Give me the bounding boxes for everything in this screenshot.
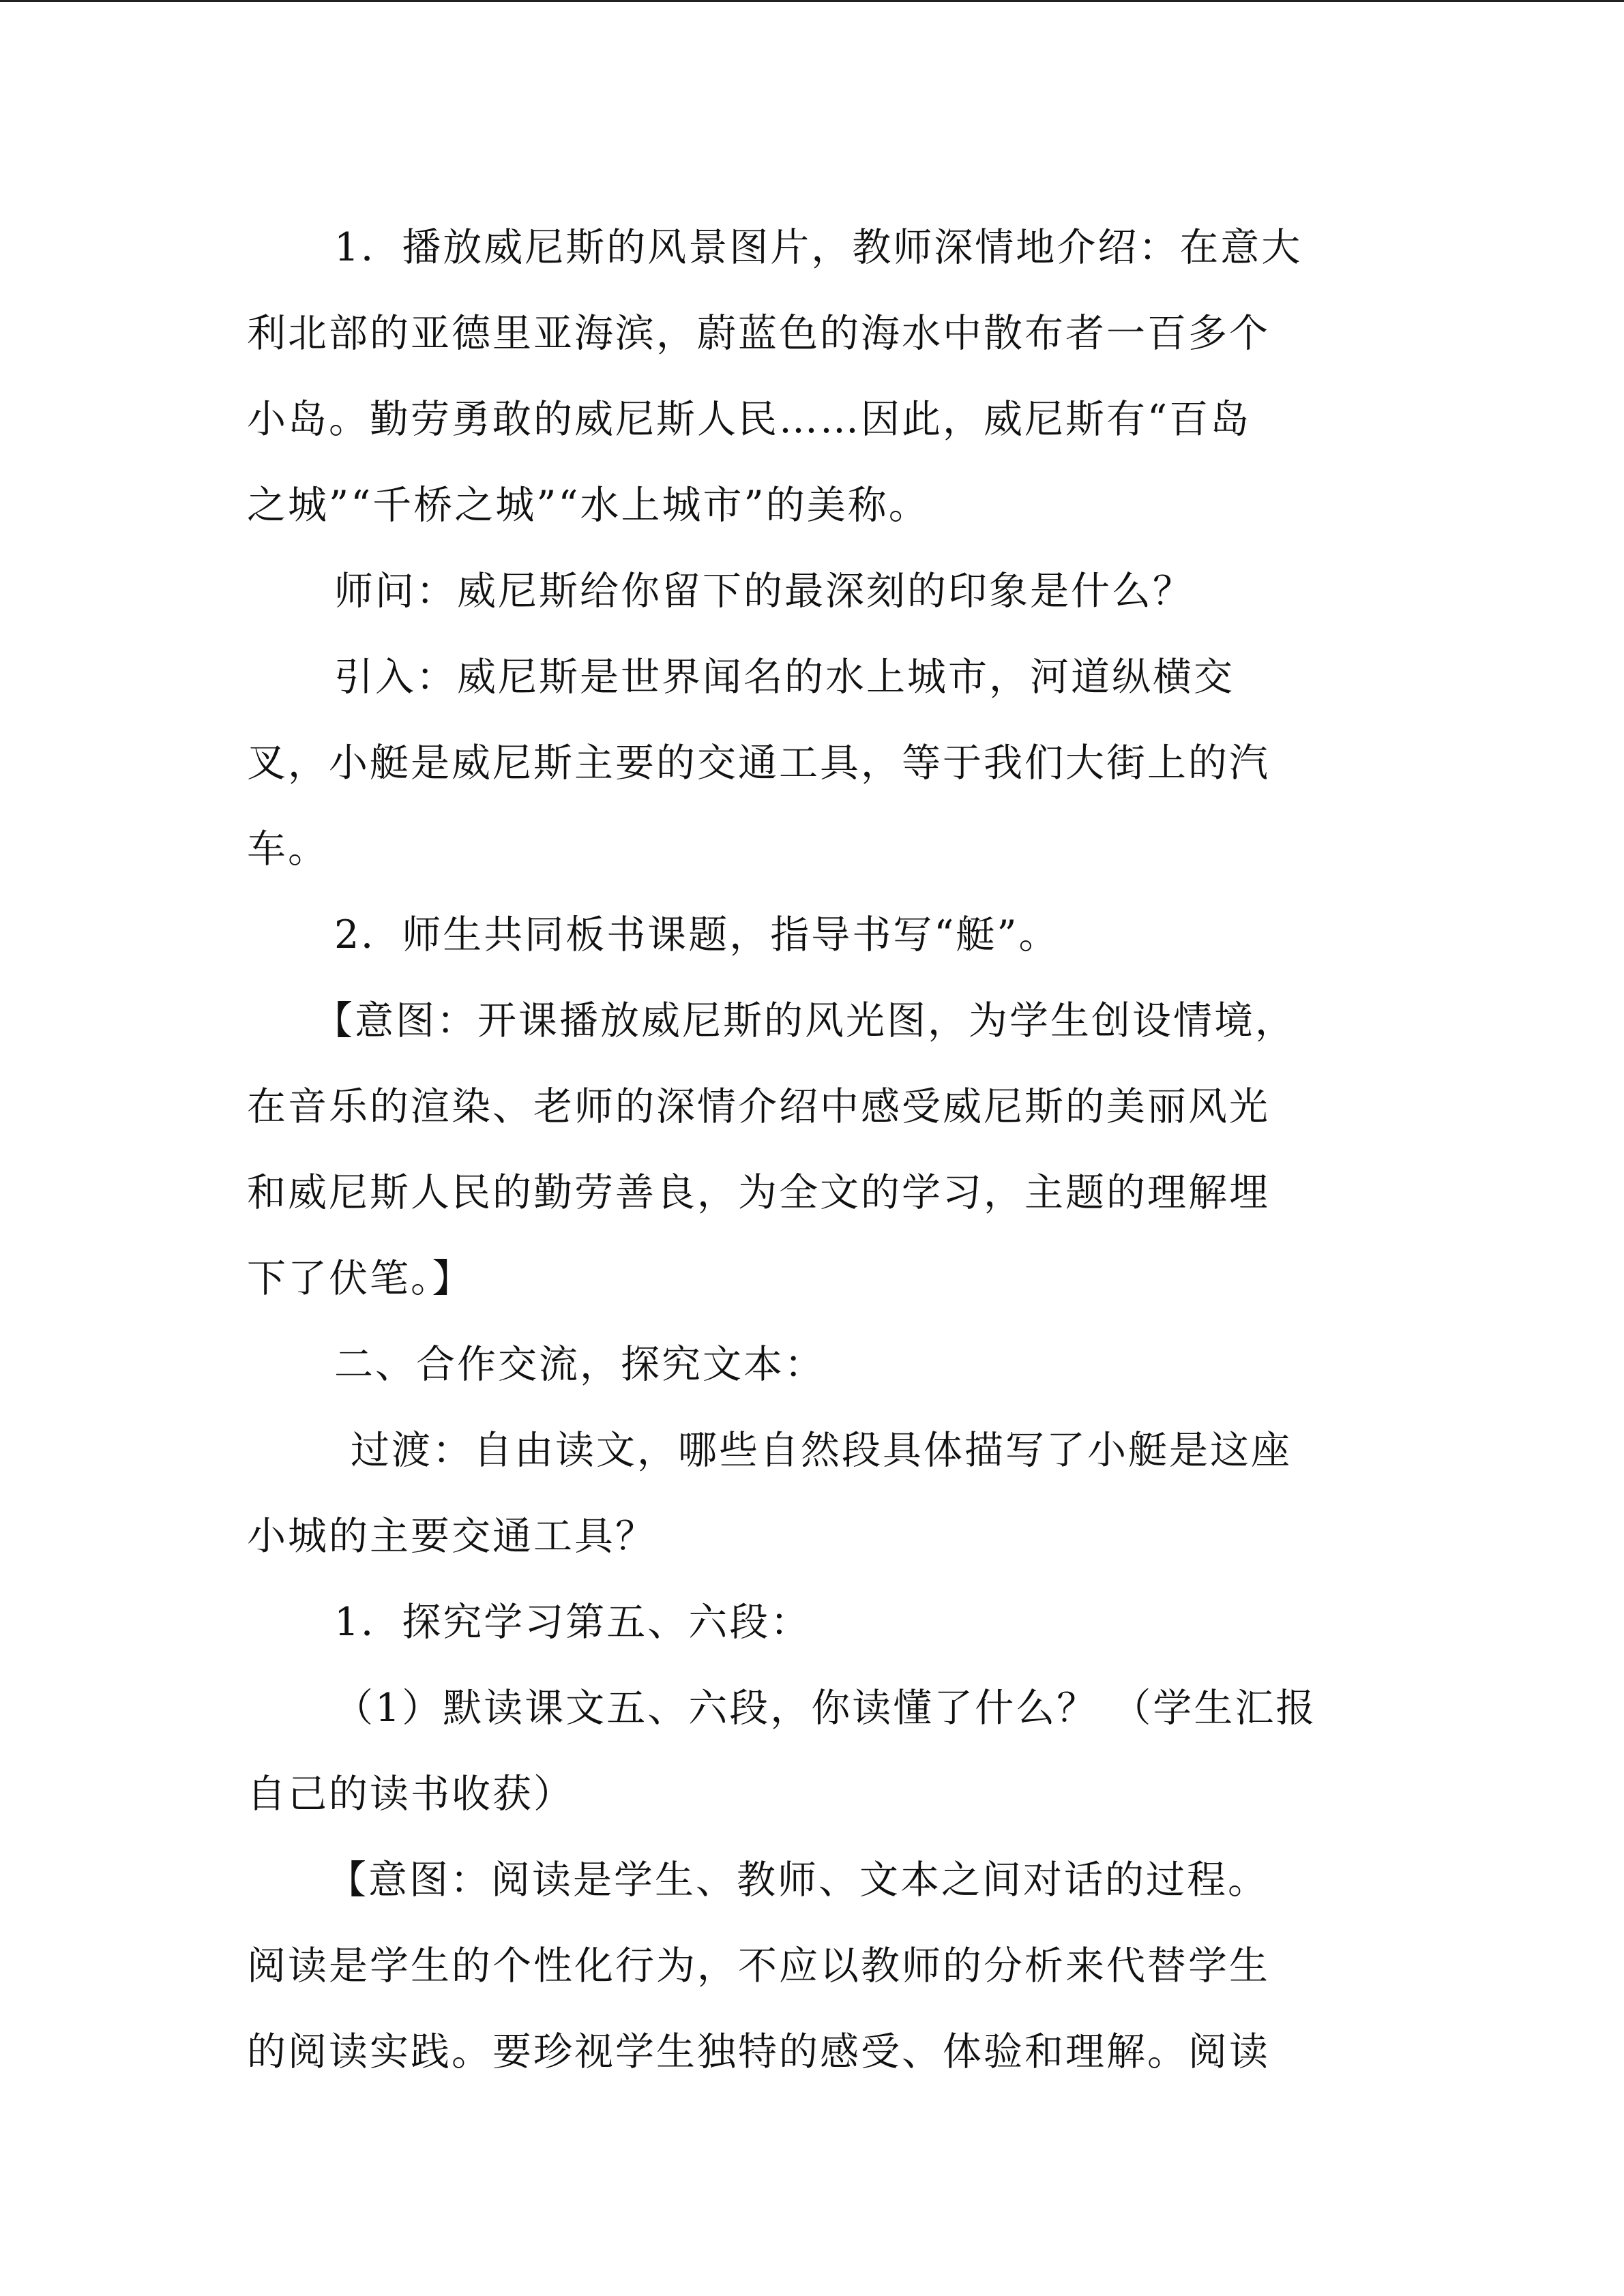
paragraph-line: 自己的读书收获） xyxy=(247,1772,574,1817)
paragraph-line: 引入：威尼斯是世界闻名的水上城市，河道纵横交 xyxy=(334,655,1235,700)
intent-note-line: 下了伏笔。】 xyxy=(247,1256,473,1301)
intent-note-line: 【意图：开课播放威尼斯的风光图，为学生创设情境， xyxy=(314,998,1296,1043)
paragraph-line: 利北部的亚德里亚海滨，蔚蓝色的海水中散布者一百多个 xyxy=(247,311,1270,356)
document-body xyxy=(247,205,1365,2095)
intent-note-line: 的阅读实践。要珍视学生独特的感受、体验和理解。阅读 xyxy=(247,2029,1270,2074)
section-heading: 二、合作交流，探究文本： xyxy=(334,1342,825,1387)
paragraph-line: 2．师生共同板书课题，指导书写“艇”。 xyxy=(334,912,1060,957)
paragraph-line: 小岛。勤劳勇敢的威尼斯人民……因此，威尼斯有“百岛 xyxy=(247,397,1252,442)
page-top-border xyxy=(0,0,1624,2)
paragraph-line: 车。 xyxy=(247,826,329,871)
intent-note-line: 和威尼斯人民的勤劳善良，为全文的学习，主题的理解埋 xyxy=(247,1170,1270,1215)
intent-note-line: 阅读是学生的个性化行为，不应以教师的分析来代替学生 xyxy=(247,1943,1270,1988)
paragraph-line: 师问：威尼斯给你留下的最深刻的印象是什么？ xyxy=(334,569,1194,614)
paragraph-line: 之城”“千桥之城”“水上城市”的美称。 xyxy=(247,483,930,528)
intent-note-line: 在音乐的渲染、老师的深情介绍中感受威尼斯的美丽风光 xyxy=(247,1084,1270,1129)
paragraph-line: 小城的主要交通工具？ xyxy=(247,1514,656,1559)
intent-note-line: 【意图：阅读是学生、教师、文本之间对话的过程。 xyxy=(327,1858,1269,1903)
paragraph-line: 叉，小艇是威尼斯主要的交通工具，等于我们大街上的汽 xyxy=(247,741,1270,786)
paragraph-line: 过渡：自由读文，哪些自然段具体描写了小艇是这座 xyxy=(351,1428,1292,1473)
paragraph-line: 1．播放威尼斯的风景图片，教师深情地介绍：在意大 xyxy=(334,225,1303,270)
paragraph-line: （1）默读课文五、六段，你读懂了什么？ （学生汇报 xyxy=(334,1686,1317,1731)
paragraph-line: 1．探究学习第五、六段： xyxy=(334,1600,812,1645)
